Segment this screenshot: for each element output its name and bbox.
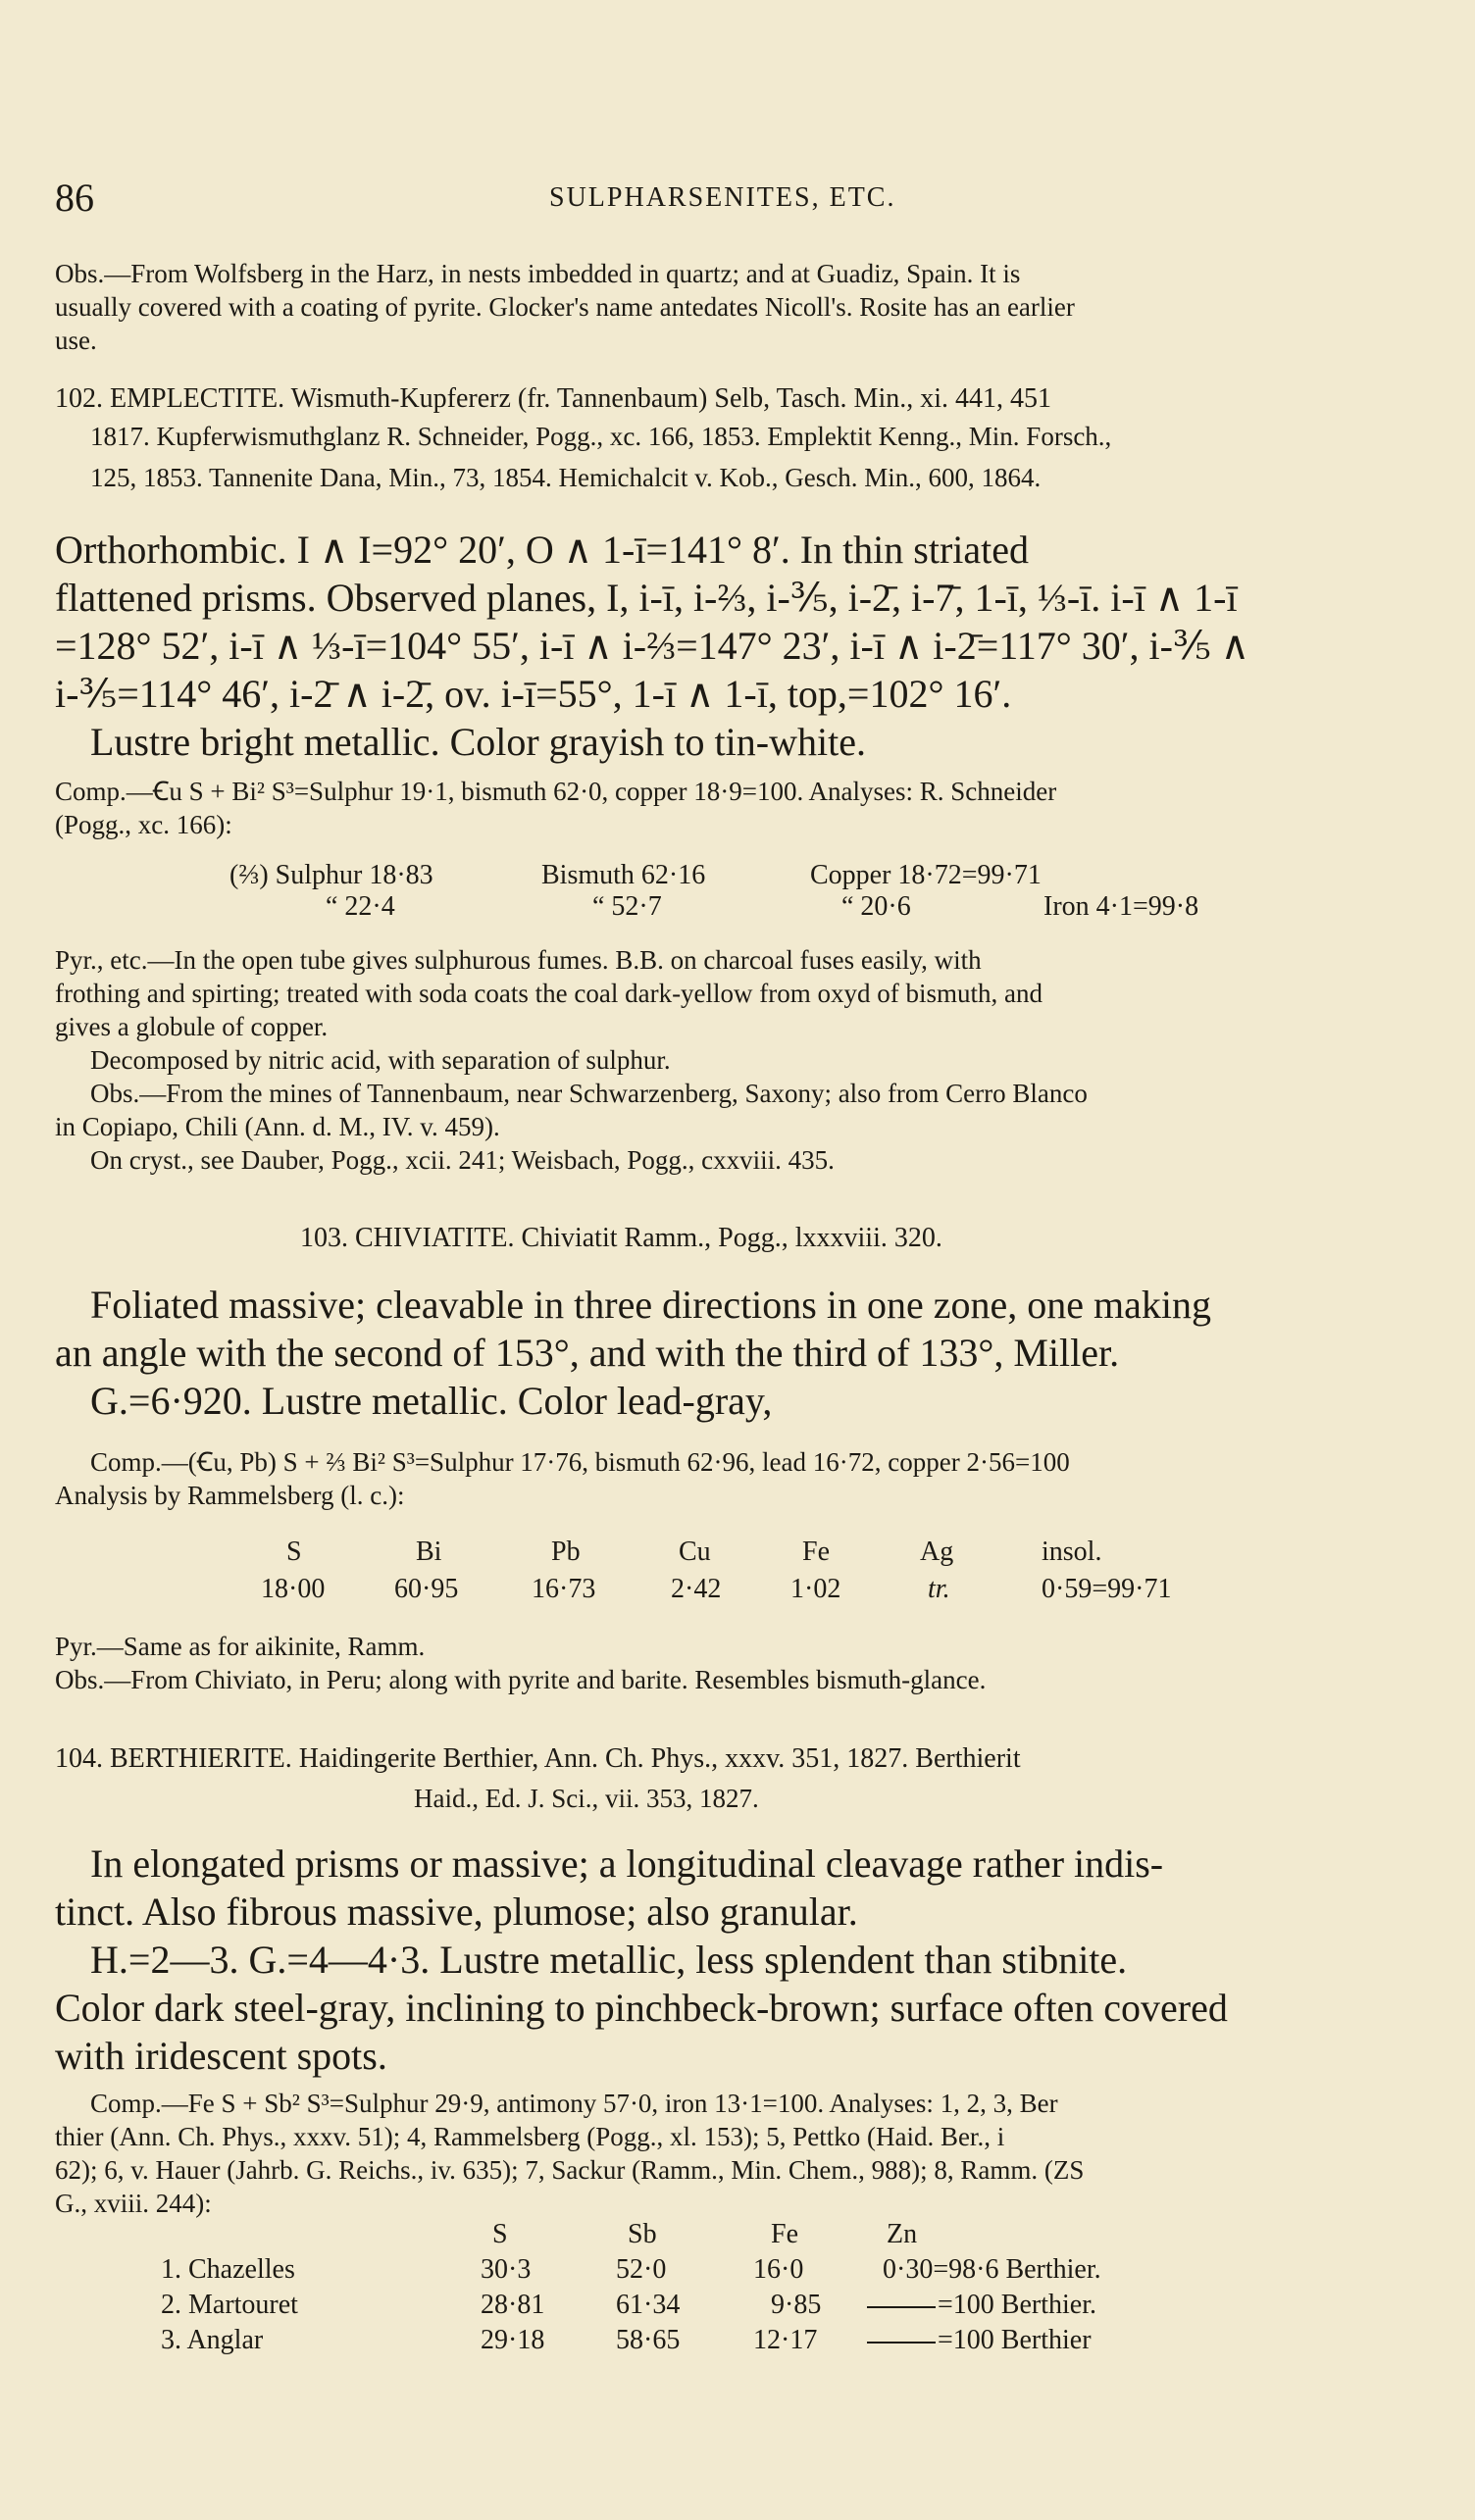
table-cell: 16·73	[532, 1574, 596, 1604]
text-line: i-⅗=114° 46′, i-2̄ ∧ i-2̄, ov. i-ī=55°, 1-ī ∧ 1-ī, top,=102° 16′.	[55, 672, 1012, 716]
chiviatite-description	[55, 1281, 1408, 1425]
text-line: Comp.—(Ꞓu, Pb) S + ⅔ Bi² S³=Sulphur 17·76, bismuth 62·96, lead 16·72, copper 2·56=100	[90, 1447, 1070, 1477]
chiviatite-analysis	[0, 1536, 1475, 1610]
table-cell: “ 22·4	[326, 891, 395, 922]
text-line: tinct. Also fibrous massive, plumose; also granular.	[55, 1890, 858, 1934]
chiviatite-composition	[55, 1445, 1408, 1512]
berthierite-heading	[55, 1739, 1408, 1818]
table-cell: “ 20·6	[841, 891, 911, 922]
table-cell: (⅔) Sulphur 18·83	[229, 860, 433, 890]
text-line: Color dark steel-gray, inclining to pinchbeck-brown; surface often covered	[55, 1986, 1228, 2030]
emplectite-analyses	[0, 859, 1475, 928]
text-line: gives a globule of copper.	[55, 1012, 329, 1041]
berthierite-description	[55, 1840, 1408, 2080]
text-line: Pyr.—Same as for aikinite, Ramm.	[55, 1632, 426, 1661]
text-line: with iridescent spots.	[55, 2034, 387, 2078]
text-line: Lustre bright metallic. Color grayish to tin-white.	[90, 720, 866, 764]
column-header: Zn	[887, 2219, 918, 2249]
running-title: SULPHARSENITES, ETC.	[549, 182, 896, 213]
column-header: Pb	[551, 1537, 581, 1567]
table-cell: 18·00	[261, 1574, 326, 1604]
text-line: Comp.—Fe S + Sb² S³=Sulphur 29·9, antimony 57·0, iron 13·1=100. Analyses: 1, 2, 3, Ber	[90, 2089, 1058, 2118]
intro-obs	[55, 257, 1408, 357]
species-heading: 102. EMPLECTITE. Wismuth-Kupfererz (fr. Tannenbaum) Selb, Tasch. Min., xi. 441, 451	[55, 383, 1052, 414]
column-header: insol.	[1042, 1537, 1102, 1567]
text-line: Foliated massive; cleavable in three directions in one zone, one making	[90, 1283, 1211, 1327]
table-cell: 0·59=99·71	[1042, 1574, 1172, 1604]
table-cell: 9·85	[771, 2290, 822, 2320]
column-header: Ag	[920, 1537, 954, 1567]
text-line: Obs.—From Chiviato, in Peru; along with pyrite and barite. Resembles bismuth-glance.	[55, 1665, 987, 1694]
column-header: S	[286, 1537, 302, 1567]
text-line: frothing and spirting; treated with soda coats the coal dark-yellow from oxyd of bismuth, and	[55, 979, 1043, 1008]
table-cell: 0·30=98·6 Berthier.	[883, 2254, 1101, 2285]
species-heading: 104. BERTHIERITE. Haidingerite Berthier, Ann. Ch. Phys., xxxv. 351, 1827. Berthierit	[55, 1743, 1021, 1774]
emplectite-description	[55, 526, 1408, 766]
text-line: Orthorhombic. I ∧ I=92° 20′, O ∧ 1-ī=141° 8′. In thin striated	[55, 528, 1030, 572]
text-line: Obs.—From Wolfsberg in the Harz, in nests imbedded in quartz; and at Guadiz, Spain. It is	[55, 259, 1021, 288]
table-cell: =100 Berthier.	[938, 2290, 1096, 2320]
text-line: Decomposed by nitric acid, with separation of sulphur.	[90, 1045, 671, 1075]
row-label: 3. Anglar	[161, 2325, 264, 2355]
text-line: thier (Ann. Ch. Phys., xxxv. 51); 4, Rammelsberg (Pogg., xl. 153); 5, Pettko (Haid. Ber., i	[55, 2122, 1005, 2151]
berthierite-composition	[55, 2087, 1408, 2220]
table-cell: 61·34	[616, 2290, 681, 2320]
table-cell: 30·3	[481, 2254, 532, 2285]
chiviatite-pyr-obs	[55, 1630, 1408, 1696]
row-label: 2. Martouret	[161, 2290, 298, 2320]
text-line: in Copiapo, Chili (Ann. d. M., IV. v. 459).	[55, 1112, 500, 1141]
text-line: In elongated prisms or massive; a longitudinal cleavage rather indis-	[90, 1841, 1164, 1886]
text-line: 125, 1853. Tannenite Dana, Min., 73, 1854. Hemichalcit v. Kob., Gesch. Min., 600, 1864.	[90, 463, 1042, 492]
text-line: Pyr., etc.—In the open tube gives sulphurous fumes. B.B. on charcoal fuses easily, with	[55, 945, 982, 975]
table-cell: =100 Berthier	[938, 2325, 1092, 2355]
emplectite-pyr-obs	[55, 943, 1408, 1177]
table-cell: tr.	[928, 1574, 950, 1604]
table-cell: Iron 4·1=99·8	[1043, 891, 1199, 922]
text-line: use.	[55, 326, 97, 355]
text-line: (Pogg., xc. 166):	[55, 810, 232, 839]
text-line: G.=6·920. Lustre metallic. Color lead-gray,	[90, 1379, 773, 1423]
text-line: =128° 52′, i-ī ∧ ⅓-ī=104° 55′, i-ī ∧ i-⅔=147° 23′, i-ī ∧ i-2̄=117° 30′, i-⅗ ∧	[55, 624, 1249, 668]
column-header: S	[492, 2219, 508, 2249]
table-cell: 58·65	[616, 2325, 681, 2355]
text-line: G., xviii. 244):	[55, 2189, 212, 2218]
text-line: Obs.—From the mines of Tannenbaum, near Schwarzenberg, Saxony; also from Cerro Blanco	[90, 1079, 1088, 1108]
dash-cell	[867, 2289, 1096, 2322]
table-cell: 52·0	[616, 2254, 667, 2285]
column-header: Fe	[771, 2219, 798, 2249]
chiviatite-heading: 103. CHIVIATITE. Chiviatit Ramm., Pogg., lxxxviii. 320.	[300, 1223, 942, 1253]
table-cell: 2·42	[671, 1574, 722, 1604]
emplectite-composition	[55, 775, 1408, 841]
column-header: Bi	[416, 1537, 442, 1567]
table-cell: 16·0	[753, 2254, 804, 2285]
text-line: usually covered with a coating of pyrite. Glocker's name antedates Nicoll's. Rosite has an earlier	[55, 292, 1075, 322]
column-header: Cu	[679, 1537, 711, 1567]
berthierite-analyses-table	[0, 2218, 1475, 2355]
table-cell: “ 52·7	[592, 891, 662, 922]
table-cell: Copper 18·72=99·71	[810, 860, 1042, 890]
table-cell: Bismuth 62·16	[541, 860, 706, 890]
column-header: Sb	[628, 2219, 657, 2249]
text-line: 1817. Kupferwismuthglanz R. Schneider, Pogg., xc. 166, 1853. Emplektit Kenng., Min. Forsch.,	[90, 422, 1112, 451]
text-line: H.=2—3. G.=4—4·3. Lustre metallic, less splendent than stibnite.	[90, 1938, 1128, 1982]
row-label: 1. Chazelles	[161, 2254, 295, 2285]
table-cell: 12·17	[753, 2325, 818, 2355]
text-line: Comp.—Ꞓu S + Bi² S³=Sulphur 19·1, bismuth 62·0, copper 18·9=100. Analyses: R. Schneider	[55, 777, 1057, 806]
table-cell: 29·18	[481, 2325, 545, 2355]
table-cell: 60·95	[394, 1574, 459, 1604]
dash-cell	[867, 2324, 1092, 2357]
blank-dash	[867, 2306, 936, 2308]
emplectite-heading	[55, 382, 1408, 498]
page-number: 86	[55, 176, 94, 220]
text-line: flattened prisms. Observed planes, I, i-ī, i-⅔, i-⅗, i-2̄, i-7̄, 1-ī, ⅓-ī. i-ī ∧ 1-ī	[55, 576, 1238, 620]
table-cell: 28·81	[481, 2290, 545, 2320]
text-line: Haid., Ed. J. Sci., vii. 353, 1827.	[414, 1784, 759, 1813]
blank-dash	[867, 2342, 936, 2344]
text-line: Analysis by Rammelsberg (l. c.):	[55, 1481, 405, 1510]
table-cell: 1·02	[790, 1574, 841, 1604]
text-line: On cryst., see Dauber, Pogg., xcii. 241; Weisbach, Pogg., cxxviii. 435.	[90, 1145, 835, 1175]
column-header: Fe	[802, 1537, 830, 1567]
text-line: an angle with the second of 153°, and with the third of 133°, Miller.	[55, 1331, 1120, 1375]
text-line: 62); 6, v. Hauer (Jahrb. G. Reichs., iv. 635); 7, Sackur (Ramm., Min. Chem., 988); 8, Ramm. (ZS	[55, 2155, 1085, 2185]
